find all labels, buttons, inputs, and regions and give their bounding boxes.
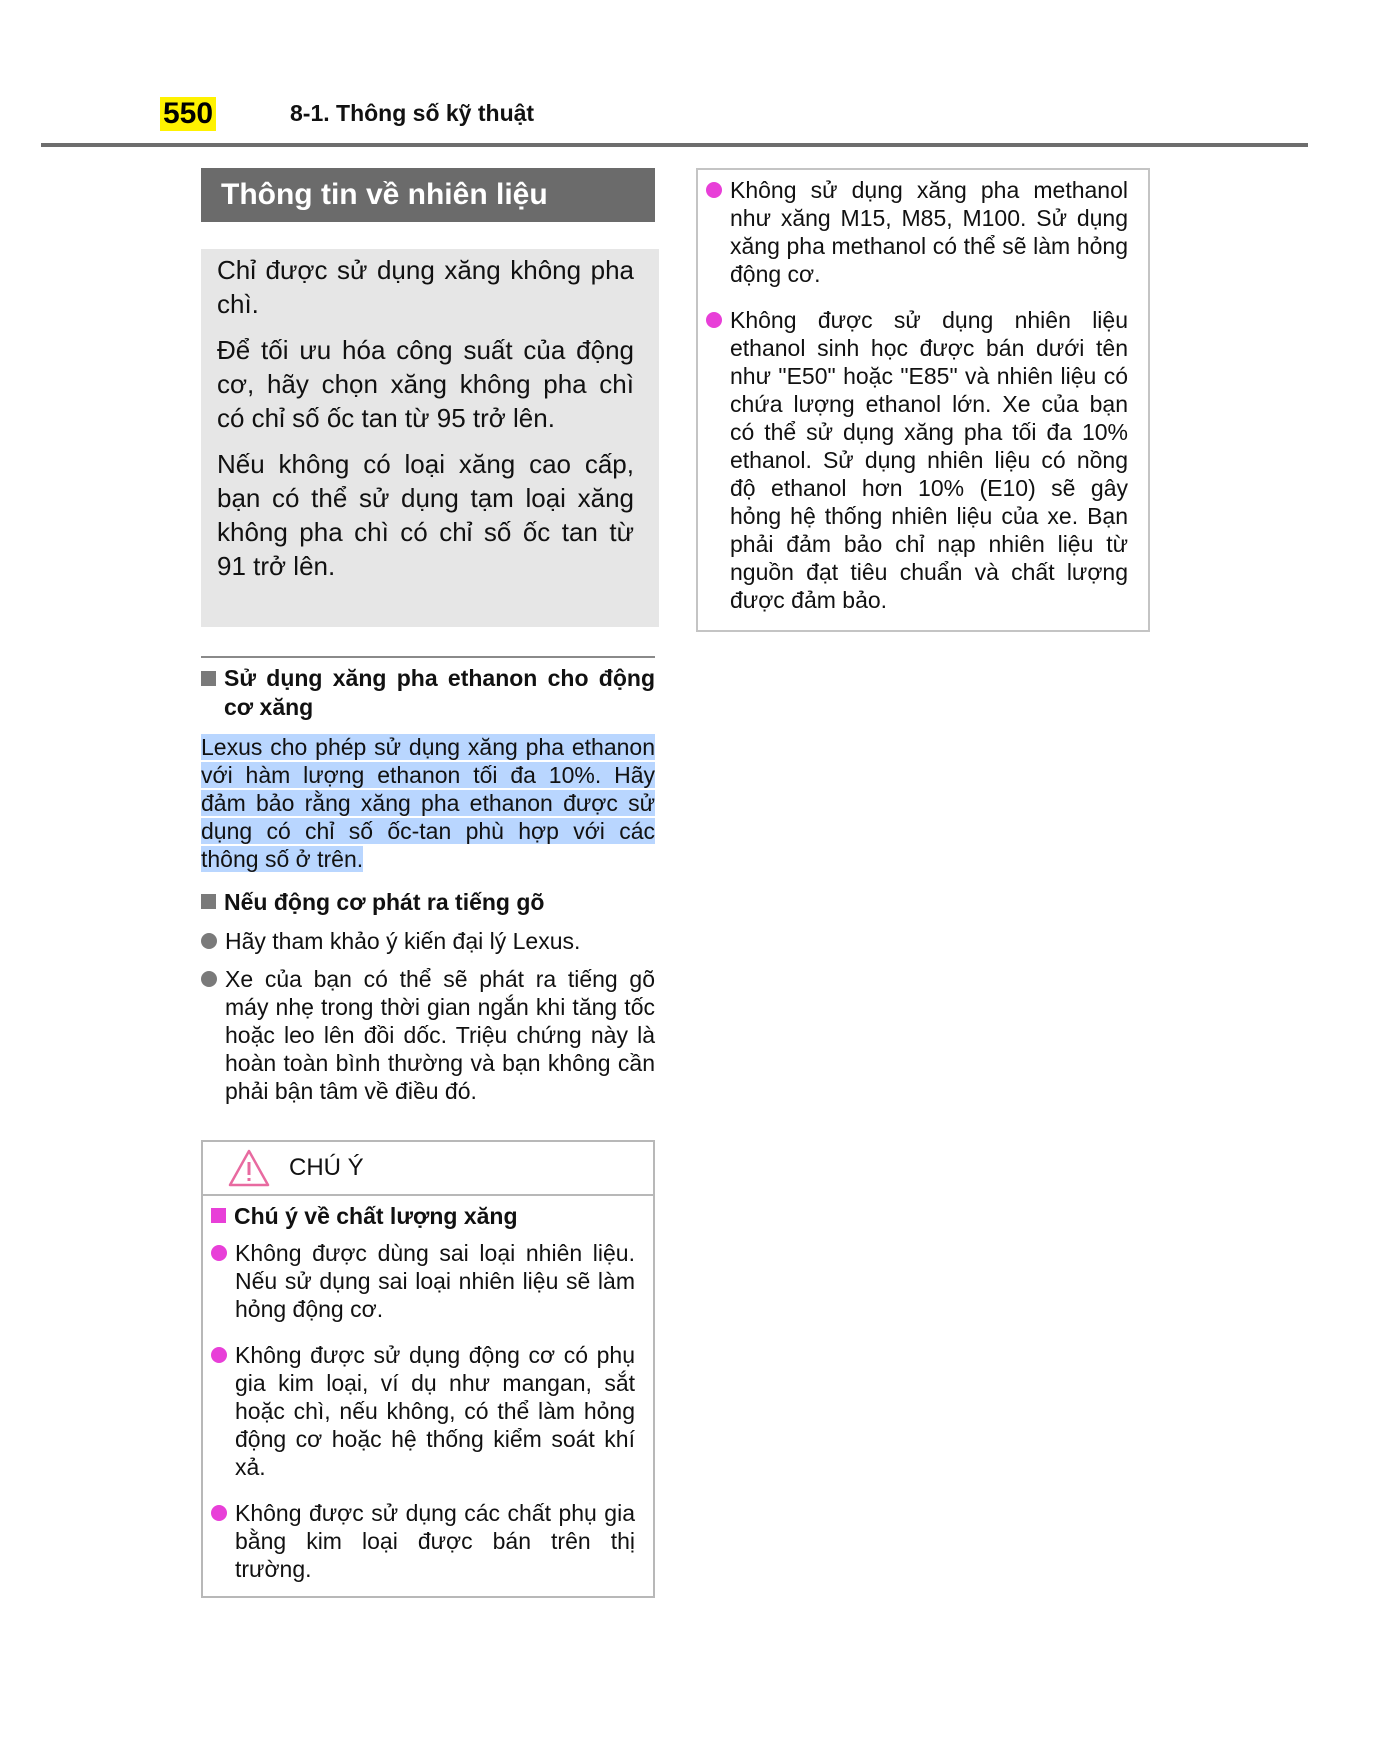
caution-box <box>201 1140 655 1598</box>
bullet-dot-icon <box>211 1505 227 1521</box>
list-item-text: Xe của bạn có thể sẽ phát ra tiếng gõ máy nhẹ trong thời gian ngắn khi tăng tốc hoặc leo lên đồi dốc. Triệu chứng này là hoàn toàn bình thường và bạn không cần phải bận tâm về điều đó. <box>225 966 655 1104</box>
section-title: 8-1. Thông số kỹ thuật <box>290 100 535 126</box>
bullet-dot-icon <box>201 933 217 949</box>
fuel-info-box <box>201 249 659 627</box>
header-divider <box>41 143 1308 147</box>
list-item <box>201 965 655 1105</box>
square-bullet-icon <box>201 671 216 686</box>
square-bullet-icon <box>201 894 216 909</box>
bullet-dot-icon <box>211 1245 227 1261</box>
caution-heading <box>211 1202 635 1231</box>
list-item-text: Hãy tham khảo ý kiến đại lý Lexus. <box>225 928 581 954</box>
page-number: 550 <box>160 97 216 131</box>
warning-triangle-icon <box>227 1148 271 1188</box>
list-item <box>201 927 655 955</box>
list-item <box>211 1499 635 1583</box>
ethanol-heading-text: Sử dụng xăng pha ethanon cho động cơ xăng <box>224 665 655 720</box>
list-item-text: Không được sử dụng động cơ có phụ gia kim loại, ví dụ như mangan, sắt hoặc chì, nếu không, có thể làm hỏng động cơ hoặc hệ thống kiểm soát khí xả. <box>235 1342 635 1480</box>
list-item-text: Không sử dụng xăng pha methanol như xăng M15, M85, M100. Sử dụng xăng pha methanol có thể sẽ làm hỏng động cơ. <box>730 177 1128 287</box>
knock-heading <box>201 888 655 917</box>
list-item-text: Không được dùng sai loại nhiên liệu. Nếu sử dụng sai loại nhiên liệu sẽ làm hỏng động cơ. <box>235 1240 635 1322</box>
caution-heading-text: Chú ý về chất lượng xăng <box>234 1203 518 1229</box>
bullet-dot-icon <box>706 182 722 198</box>
list-item-text: Không được sử dụng các chất phụ gia bằng kim loại được bán trên thị trường. <box>235 1500 635 1582</box>
list-item-text: Không được sử dụng nhiên liệu ethanol sinh học được bán dưới tên như "E50" hoặc "E85" và nhiên liệu có chứa lượng ethanol lớn. Xe của bạn có thể sử dụng xăng pha tối đa 10% ethanol. Sử dụng nhiên liệu có nồng độ ethanol hơn 10% (E10) sẽ gây hỏng hệ thống nhiên liệu của xe. Bạn phải đảm bảo chỉ nạp nhiên liệu từ nguồn đạt tiêu chuẩn và chất lượng được đảm bảo. <box>730 307 1128 613</box>
fuel-info-title: Thông tin về nhiên liệu <box>201 168 655 222</box>
bullet-dot-icon <box>706 312 722 328</box>
square-bullet-icon <box>211 1208 226 1223</box>
ethanol-heading <box>201 664 655 722</box>
knock-heading-text: Nếu động cơ phát ra tiếng gõ <box>224 889 545 915</box>
list-item <box>211 1341 635 1481</box>
list-item <box>211 1239 635 1323</box>
caution-header <box>203 1142 653 1196</box>
caution-continued-body <box>698 170 1148 614</box>
caution-body <box>203 1196 653 1583</box>
knock-bullets <box>201 927 655 1105</box>
caution-continued-box <box>696 168 1150 632</box>
ethanol-text-highlighted: Lexus cho phép sử dụng xăng pha ethanon với hàm lượng ethanon tối đa 10%. Hãy đảm bảo rằng xăng pha ethanon được sử dụng có chỉ số ốc-tan phù hợp với các thông số ở trên. <box>201 734 655 872</box>
fuel-info-paragraph: Chỉ được sử dụng xăng không pha chì. <box>217 255 634 319</box>
section-divider <box>201 656 655 658</box>
fuel-info-paragraph: Để tối ưu hóa công suất của động cơ, hãy chọn xăng không pha chì có chỉ số ốc tan từ 95 trở lên. <box>217 335 634 433</box>
fuel-info-paragraph: Nếu không có loại xăng cao cấp, bạn có thể sử dụng tạm loại xăng không pha chì có chỉ số ốc tan từ 91 trở lên. <box>217 449 634 581</box>
caution-label: CHÚ Ý <box>289 1154 364 1181</box>
list-item <box>706 306 1128 614</box>
bullet-dot-icon <box>211 1347 227 1363</box>
ethanol-text <box>201 733 655 873</box>
list-item <box>706 176 1128 288</box>
bullet-dot-icon <box>201 971 217 987</box>
